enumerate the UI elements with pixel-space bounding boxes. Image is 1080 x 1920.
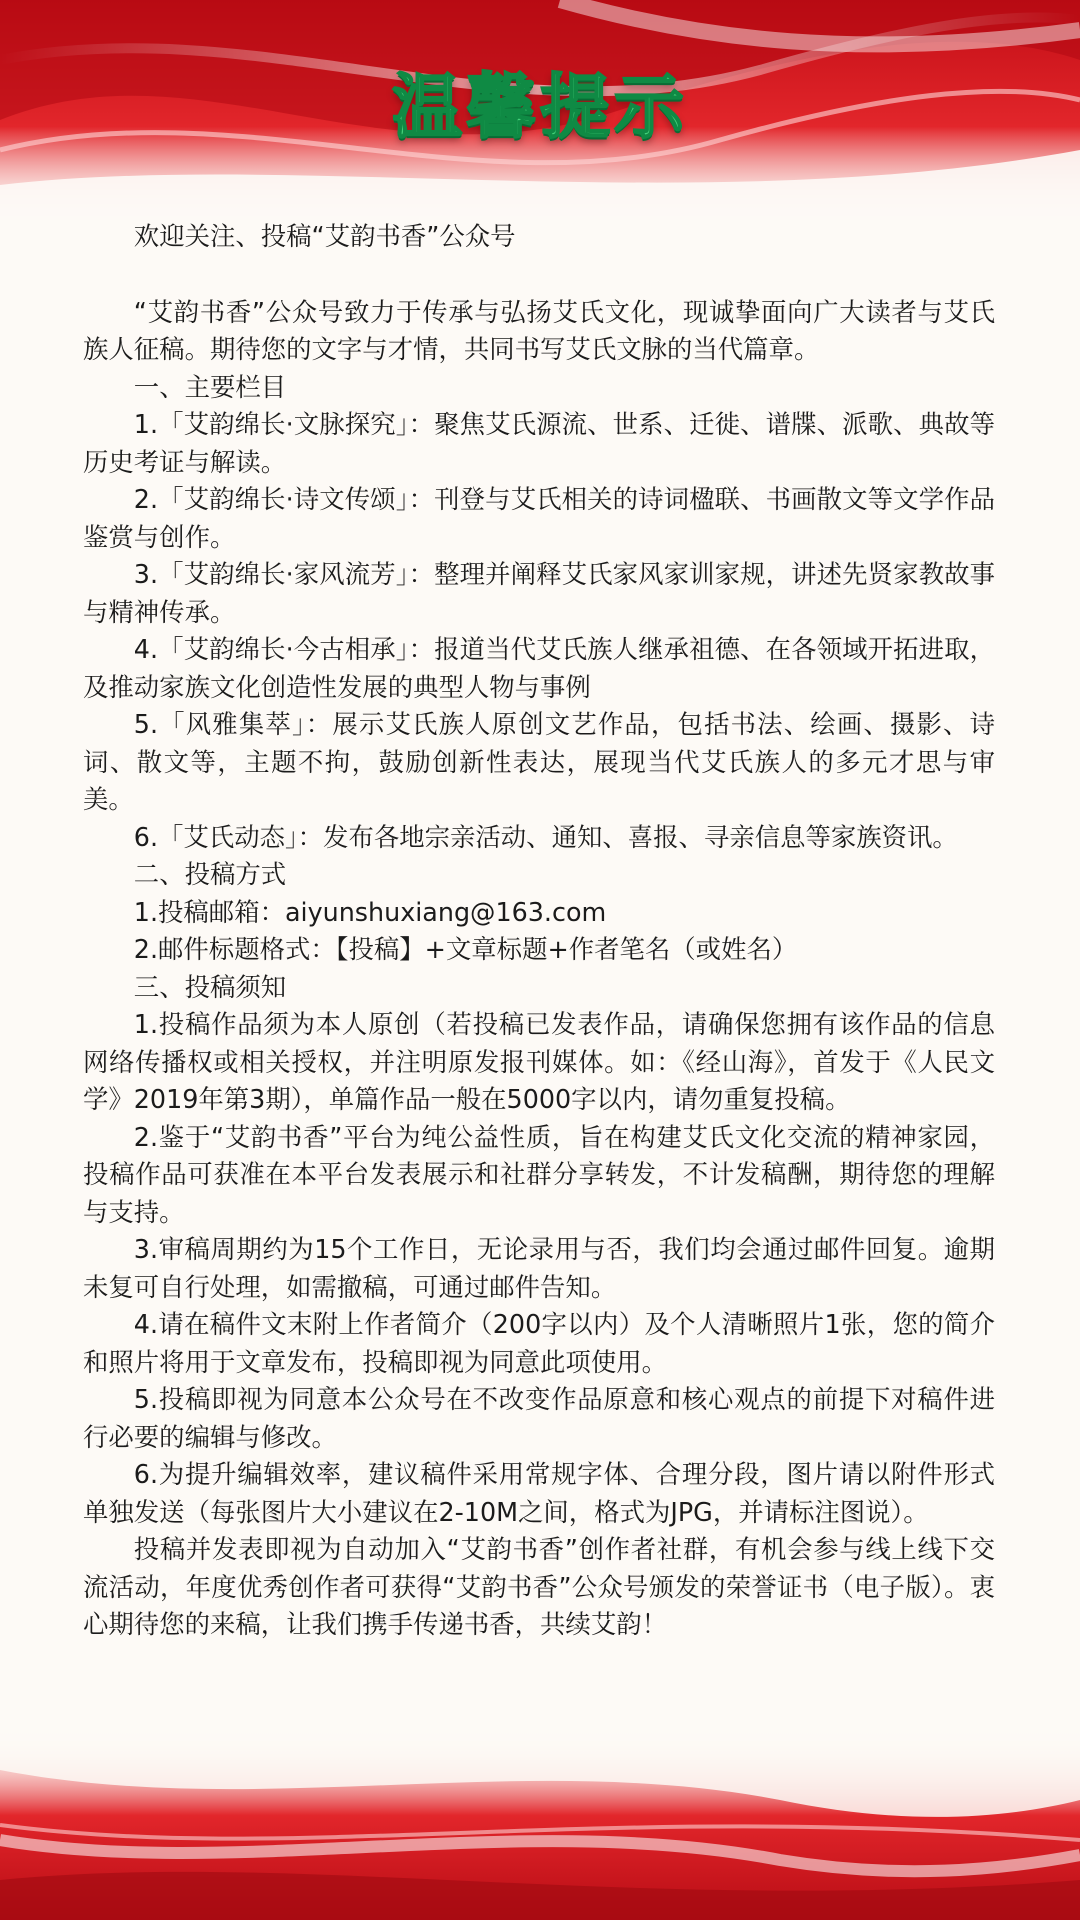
submission-email: 1.投稿邮箱：aiyunshuxiang@163.com bbox=[133, 896, 607, 927]
section-heading-columns: 一、主要栏目 bbox=[133, 371, 287, 402]
section-heading-notes: 三、投稿须知 bbox=[133, 971, 287, 1002]
note-item: 4.请在稿件文末附上作者简介（200字以内）及个人清晰照片1张，您的简介和照片将用于文章发布，投稿即视为同意此项使用。 bbox=[83, 1309, 995, 1377]
bottom-banner-graphic bbox=[0, 1730, 1080, 1920]
note-item: 2.鉴于“艾韵书香”平台为纯公益性质，旨在构建艾氏文化交流的精神家园，投稿作品可获准在本平台发表展示和社群分享转发，不计发稿酬，期待您的理解与支持。 bbox=[83, 1121, 995, 1227]
note-item: 3.审稿周期约为15个工作日，无论录用与否，我们均会通过邮件回复。逾期未复可自行处理，如需撤稿，可通过邮件告知。 bbox=[83, 1234, 995, 1302]
bottom-banner bbox=[0, 1730, 1080, 1920]
column-item: 4.「艾韵绵长·今古相承」：报道当代艾氏族人继承祖德、在各领域开拓进取，及推动家族文化创造性发展的典型人物与事例 bbox=[83, 634, 995, 702]
page-title: 温馨提示 bbox=[392, 66, 688, 148]
section-heading-submission: 二、投稿方式 bbox=[133, 859, 287, 889]
column-item: 2.「艾韵绵长·诗文传颂」：刊登与艾氏相关的诗词楹联、书画散文等文学作品鉴赏与创作。 bbox=[83, 484, 995, 552]
column-item: 5.「风雅集萃」：展示艾氏族人原创文艺作品，包括书法、绘画、摄影、诗词、散文等，主题不拘，鼓励创新性表达，展现当代艾氏族人的多元才思与审美。 bbox=[83, 709, 995, 814]
mission-paragraph: “艾韵书香”公众号致力于传承与弘扬艾氏文化，现诚挚面向广大读者与艾氏族人征稿。期待您的文字与才情，共同书写艾氏文脉的当代篇章。 bbox=[83, 296, 995, 364]
intro-line: 欢迎关注、投稿“艾韵书香”公众号 bbox=[133, 221, 516, 251]
spacer bbox=[83, 256, 995, 294]
submission-subject-format: 2.邮件标题格式：【投稿】+文章标题+作者笔名（或姓名） bbox=[133, 934, 798, 964]
note-item: 1.投稿作品须为本人原创（若投稿已发表作品，请确保您拥有该作品的信息网络传播权或相关授权，并注明原发报刊媒体。如：《经山海》，首发于《人民文学》2019年第3期），单篇作品一般在5000字以内，请勿重复投稿。 bbox=[83, 1009, 995, 1114]
note-item: 6.为提升编辑效率，建议稿件采用常规字体、合理分段，图片请以附件形式单独发送（每张图片大小建议在2-10M之间，格式为JPG，并请标注图说）。 bbox=[83, 1459, 995, 1527]
note-item: 5.投稿即视为同意本公众号在不改变作品原意和核心观点的前提下对稿件进行必要的编辑与修改。 bbox=[83, 1384, 995, 1452]
notice-body bbox=[83, 218, 995, 1644]
column-item: 6.「艾氏动态」：发布各地宗亲活动、通知、喜报、寻亲信息等家族资讯。 bbox=[133, 821, 958, 852]
closing-paragraph: 投稿并发表即视为自动加入“艾韵书香”创作者社群，有机会参与线上线下交流活动，年度优秀创作者可获得“艾韵书香”公众号颁发的荣誉证书（电子版）。衷心期待您的来稿，让我们携手传递书香，共续艾韵！ bbox=[83, 1534, 995, 1639]
column-item: 1.「艾韵绵长·文脉探究」：聚焦艾氏源流、世系、迁徙、谱牒、派歌、典故等历史考证与解读。 bbox=[83, 409, 995, 477]
column-item: 3.「艾韵绵长·家风流芳」：整理并阐释艾氏家风家训家规，讲述先贤家教故事与精神传承。 bbox=[83, 559, 995, 627]
